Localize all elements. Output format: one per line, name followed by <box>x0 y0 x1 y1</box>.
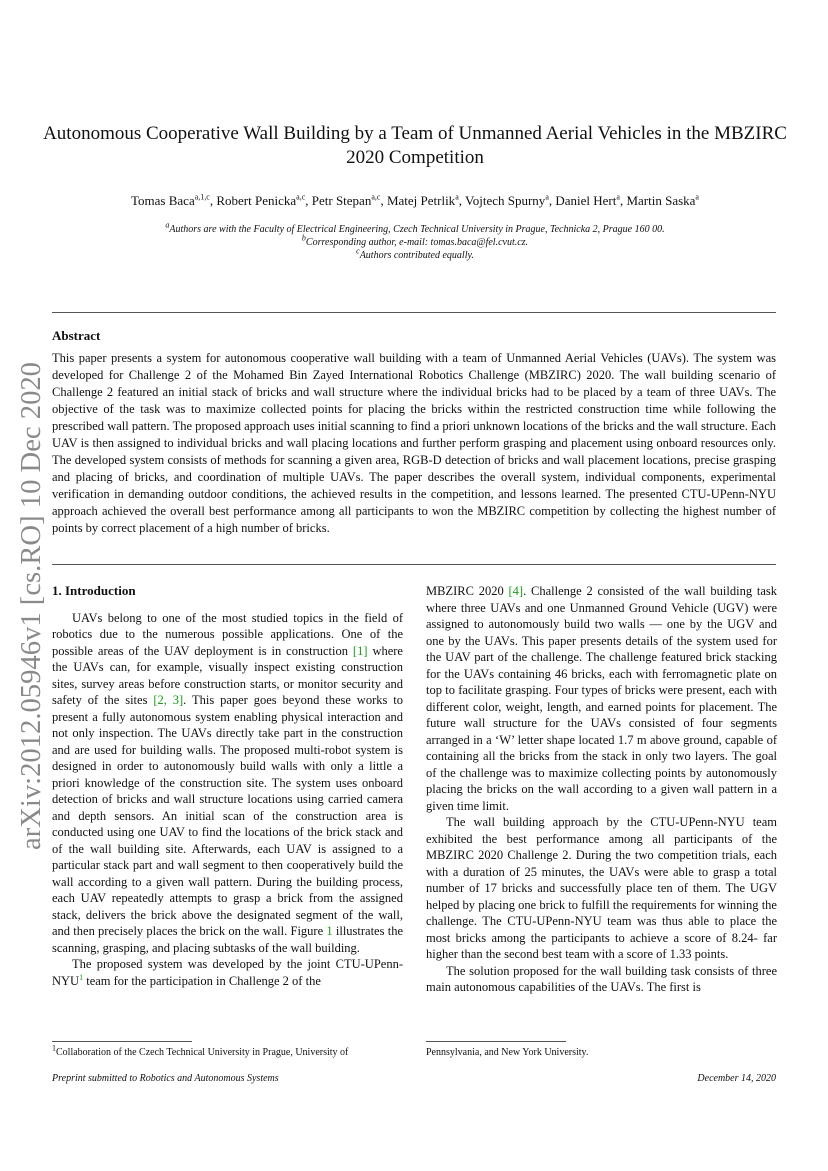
author-affiliation-mark: a,1,c <box>194 192 210 202</box>
footer-date: December 14, 2020 <box>697 1073 776 1084</box>
footnote-link[interactable]: 1 <box>79 972 84 982</box>
author-name: Martin Saska <box>626 193 696 208</box>
abstract-heading: Abstract <box>52 328 101 343</box>
author-name: Tomas Baca <box>131 193 195 208</box>
author-affiliation-mark: a,c <box>371 192 381 202</box>
affiliation-c: $^c$Authors contributed equally. <box>356 246 474 261</box>
author-separator: , <box>305 193 312 208</box>
affiliation-b: $^b$Corresponding author, e-mail: tomas.baca@fel.cvut.cz. <box>301 233 529 248</box>
author-list <box>40 193 790 209</box>
footnote-text: $^1$Collaboration of the Czech Technical University in Prague, University of <box>52 1043 349 1058</box>
author-separator: , <box>380 193 387 208</box>
footer-journal: Preprint submitted to Robotics and Autonomous Systems <box>52 1073 279 1084</box>
footnote-text-continued: Pennsylvania, and New York University. <box>426 1047 589 1058</box>
paper-title: Autonomous Cooperative Wall Building by a Team of Unmanned Aerial Vehicles in the MBZIRC 2020 Competition <box>43 123 787 168</box>
intro-paragraph-2: The proposed system was developed by the joint CTU-UPenn-NYU$^1$ team for the participation in Challenge 2 of the <box>52 957 403 988</box>
citation-link[interactable]: [2, 3] <box>153 693 184 707</box>
divider-top <box>52 312 776 313</box>
author-separator: , <box>458 193 466 208</box>
author-name: Matej Petrlik <box>386 193 456 208</box>
affiliation-a: $^a$Authors are with the Faculty of Electrical Engineering, Czech Technical University in Prague, Technicka 2, Prague 160 00. <box>165 220 665 235</box>
author-affiliation-mark: a,c <box>296 192 306 202</box>
author-affiliation-mark: a <box>695 192 699 202</box>
author-affiliation-mark: a <box>455 192 459 202</box>
arxiv-identifier-text: arXiv:2012.05946v1 [cs.RO] 10 Dec 2020 <box>16 372 47 850</box>
intro-paragraph-1: UAVs belong to one of the most studied topics in the field of robotics due to the numerous possible applications. One of the possible areas of the UAV deployment is in construction [1] where the UAVs can, for example, visually inspect existing construction sites, survey areas before construction starts, or monitor security and safety of the sites [2, 3]. This paper goes beyond these works to present a fully autonomous system enabling physical interaction and not only inspection. The UAVs directly take part in the construction and are used for building walls. The proposed multi-robot system is designed in order to autonomously build walls with only a little a priori knowledge of the construction site. The system uses onboard detection of bricks and wall structure locations using carried camera and depth sensors. An initial scan of the construction area is conducted using one UAV to find the locations of the brick stack and of the wall building site. Afterwards, each UAV is assigned to a particular stack part and wall segment to then cooperatively build the wall according to a given wall pattern. During the building process, each UAV repeatedly attempts to grasp a brick from the assigned stack, delivers the brick above the designated segment of the wall, and then precisely places the brick on the wall. Figure 1 illustrates the scanning, grasping, and placing subtasks of the wall building. <box>52 610 403 955</box>
section-heading: 1. Introduction <box>52 583 136 598</box>
intro-paragraph-5: The solution proposed for the wall building task consists of three main autonomous capabilities of the UAVs. The first is <box>426 963 777 994</box>
left-column <box>52 583 403 989</box>
author-name: Robert Penicka <box>216 193 297 208</box>
author-affiliation-mark: a <box>616 192 620 202</box>
divider-bottom <box>52 564 776 565</box>
author-separator: , <box>619 193 627 208</box>
abstract-text: This paper presents a system for autonomous cooperative wall building with a team of Unmanned Aerial Vehicles (UAVs). The system was developed for Challenge 2 of the Mohamed Bin Zayed International Robotics Challenge (MBZIRC) 2020. The wall building scenario of Challenge 2 featured an initial stack of bricks and wall structure where the individual bricks had to be placed by a team of three UAVs. The objective of the task was to maximize collected points for placing the bricks within the restricted construction time while following the prescribed wall pattern. The proposed approach uses initial scanning to find a priori unknown locations of the bricks and the wall structure. Each UAV is then assigned to individual bricks and wall placing locations and further perform grasping and placement using onboard resources only. The developed system consists of methods for scanning a given area, RGB-D detection of bricks and wall placement locations, precise grasping and placing of bricks, and coordination of multiple UAVs. The paper describes the overall system, individual components, experimental verification in demanding outdoor conditions, the achieved results in the competition, and lessons learned. The presented CTU-UPenn-NYU approach achieved the overall best performance among all participants to won the MBZIRC competition by collecting the highest number of points by correct placement of a high number of bricks. <box>52 351 776 535</box>
author-separator: , <box>548 193 556 208</box>
author-name: Daniel Hert <box>555 193 617 208</box>
author-affiliation-mark: a <box>545 192 549 202</box>
footnote-rule <box>426 1041 566 1042</box>
citation-link[interactable]: [4] <box>508 584 524 598</box>
citation-link[interactable]: [1] <box>352 643 368 658</box>
right-column <box>426 583 777 996</box>
author-name: Petr Stepan <box>311 193 372 208</box>
author-name: Vojtech Spurny <box>465 193 546 208</box>
author-separator: , <box>209 193 217 208</box>
intro-paragraph-3: MBZIRC 2020 [4]. Challenge 2 consisted of the wall building task where three UAVs and one Unmanned Ground Vehicle (UGV) were assigned to autonomously build two walls — one by the UGV and one by the UAVs. This paper presents details of the system used for the UAV part of the challenge. The challenge featured brick stacking for the UAVs containing 46 bricks, each with ferromagnetic plate on top to facilitate grasping. Four types of bricks were present, each with different color, weight, length, and earned points for placement. The future wall structure for the UAVs consisted of four segments arranged in a ‘W’ letter shape located 1.7 m above ground, capable of containing all the bricks from the stack in only two layers. The goal of the challenge was to maximize collecting points by autonomously placing the bricks on the wall according to a given wall pattern in a given time limit. <box>426 584 777 813</box>
footnote-rule <box>52 1041 192 1042</box>
figure-link[interactable]: 1 <box>326 924 333 938</box>
intro-paragraph-4: The wall building approach by the CTU-UPenn-NYU team exhibited the best performance among all participants of the MBZIRC 2020 Challenge 2. During the two competition trials, each with a duration of 25 minutes, the UAVs were able to grasp a total number of 17 bricks and successfully place ten of them. The UGV helped by placing one brick to fulfill the requirements for winning the challenge. The CTU-UPenn-NYU team was thus able to place the most bricks among the participants to achieve a score of 8.24- far higher than the second best team with a score of 1.33 points. <box>426 815 777 961</box>
arxiv-identifier <box>0 360 48 850</box>
